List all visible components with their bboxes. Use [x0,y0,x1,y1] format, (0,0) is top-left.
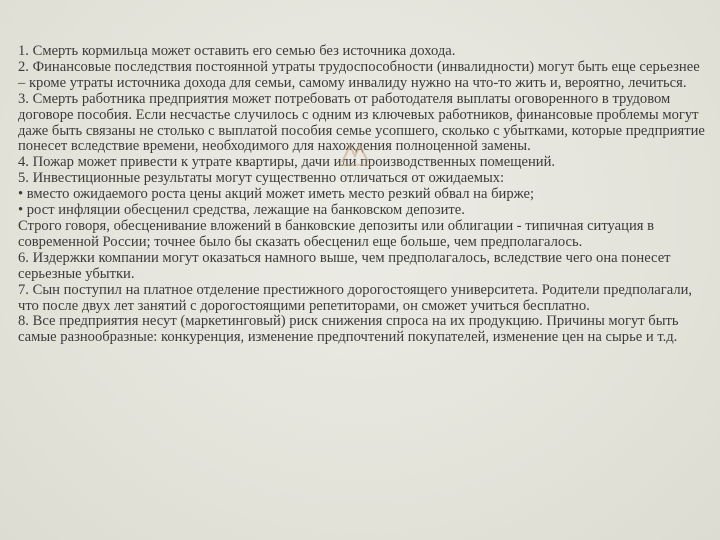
bullet-2: • рост инфляции обесценил средства, лежащие на банковском депозите. [18,202,465,219]
text-body [18,44,708,346]
paragraph-8: 8. Все предприятия несут (маркетинговый) риск снижения спроса на их продукцию. Причины могут быть самые разнообразные: конкуренция, изменение предпочтений покупателей, изменение цен на сырье и т.д. [18,313,679,346]
paragraph-4: 4. Пожар может привести к утрате квартиры, дачи или производственных помещений. [18,154,556,171]
paragraph-5: 5. Инвестиционные результаты могут существенно отличаться от ожидаемых: [18,170,505,187]
paragraph-1: 1. Смерть кормильца может оставить его семью без источника дохода. [18,43,456,59]
bullet-1: • вместо ожидаемого роста цены акций может иметь место резкий обвал на бирже; [18,186,535,203]
paragraph-6: 6. Издержки компании могут оказаться намного выше, чем предполагалось, вследствие чего она понесет серьезные убытки. [18,249,671,282]
paragraph-7: 7. Сын поступил на платное отделение престижного дорогостоящего университета. Родители предполагали, что после двух лет занятий с дорогостоящими репетиторами, он сможет учиться бесплатно. [18,281,693,314]
paragraph-note: Строго говоря, обесценивание вложений в банковские депозиты или облигации - типичная ситуация в современной России; точнее было бы сказать обесценил еще больше, чем предполагалось. [18,217,655,250]
paragraph-2: 2. Финансовые последствия постоянной утраты трудоспособности (инвалидности) могут быть еще серьезнее – кроме утраты источника дохода для семьи, самому инвалиду нужно на что-то жить и, вероятно, лечиться. [18,58,700,91]
paragraph-3: 3. Смерть работника предприятия может потребовать от работодателя выплаты оговоренного в трудовом договоре пособия. Если несчастье случилось с одним из ключевых работников, финансовые проблемы могут даже быть связаны не столько с выплатой пособия семье усопшего, сколько с убытками, которые предприятие понесет вследствие времени, необходимого для нахождения полноценной замены. [18,90,705,155]
watermark-logo-icon [338,140,372,168]
